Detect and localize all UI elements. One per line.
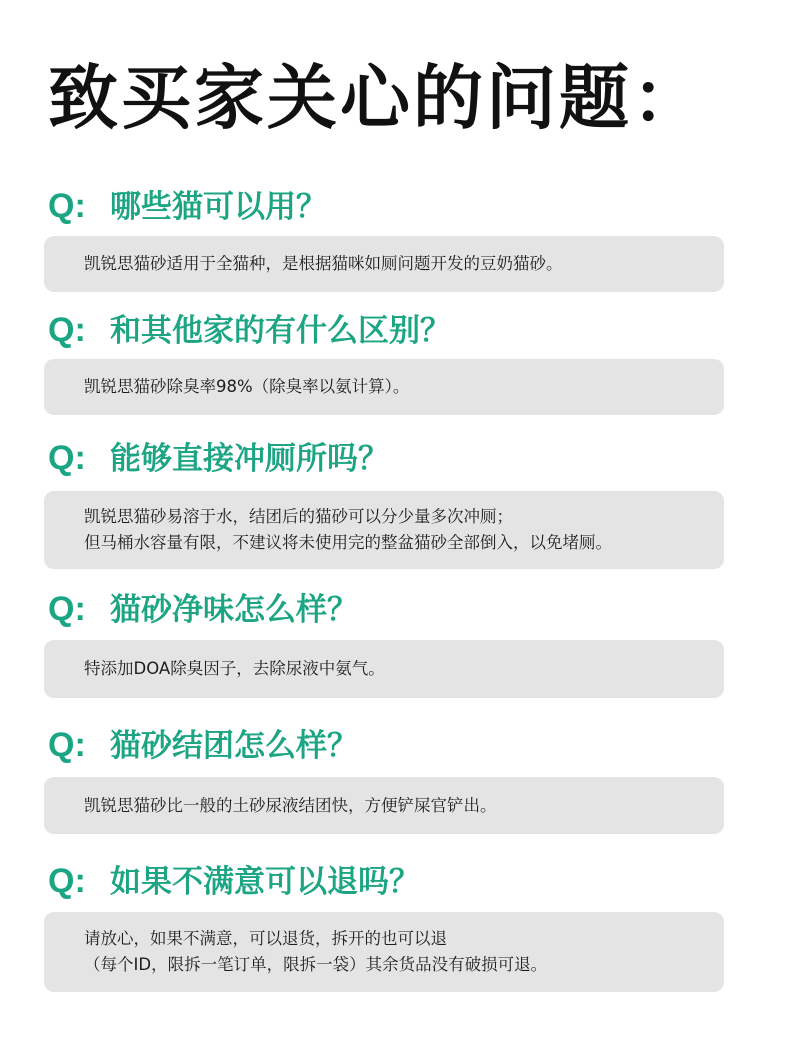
faq-answer-5 [44,777,724,834]
question-text: 能够直接冲厕所吗？ [110,441,389,477]
faq-question-1 [48,184,327,228]
question-text: 如果不满意可以退吗？ [110,864,420,900]
faq-question-2 [48,308,451,352]
answer-line: （每个ID，限拆一笔订单，限拆一袋）其余货品没有破损可退。 [84,955,548,974]
faq-answer-1 [44,236,724,292]
question-text: 猫砂净味怎么样？ [110,592,358,628]
question-prefix: Q: [48,590,86,628]
faq-answer-2 [44,359,724,415]
question-prefix: Q: [48,862,86,900]
answer-line: 凯锐思猫砂除臭率98%（除臭率以氨计算）。 [84,377,410,396]
faq-answer-4 [44,640,724,698]
faq-answer-6 [44,912,724,992]
question-prefix: Q: [48,311,86,349]
question-prefix: Q: [48,726,86,764]
answer-line: 凯锐思猫砂比一般的土砂尿液结团快，方便铲屎官铲出。 [84,795,497,815]
faq-question-6 [48,859,420,903]
question-text: 猫砂结团怎么样？ [110,728,358,764]
faq-question-5 [48,723,358,767]
page-title: 致买家关心的问题： [48,57,705,139]
faq-question-3 [48,436,389,480]
faq-question-4 [48,587,358,631]
answer-line: 但马桶水容量有限，不建议将未使用完的整盆猫砂全部倒入，以免堵厕。 [84,533,612,552]
answer-line: 特添加DOA除臭因子，去除尿液中氨气。 [84,659,385,678]
question-prefix: Q: [48,187,86,225]
question-text: 和其他家的有什么区别？ [110,313,451,349]
question-prefix: Q: [48,439,86,477]
answer-line: 凯锐思猫砂适用于全猫种，是根据猫咪如厕问题开发的豆奶猫砂。 [84,254,563,273]
faq-answer-3 [44,491,724,569]
answer-line: 请放心，如果不满意，可以退货，拆开的也可以退 [84,929,447,948]
question-text: 哪些猫可以用？ [110,189,327,225]
answer-line: 凯锐思猫砂易溶于水，结团后的猫砂可以分少量多次冲厕； [84,507,513,526]
